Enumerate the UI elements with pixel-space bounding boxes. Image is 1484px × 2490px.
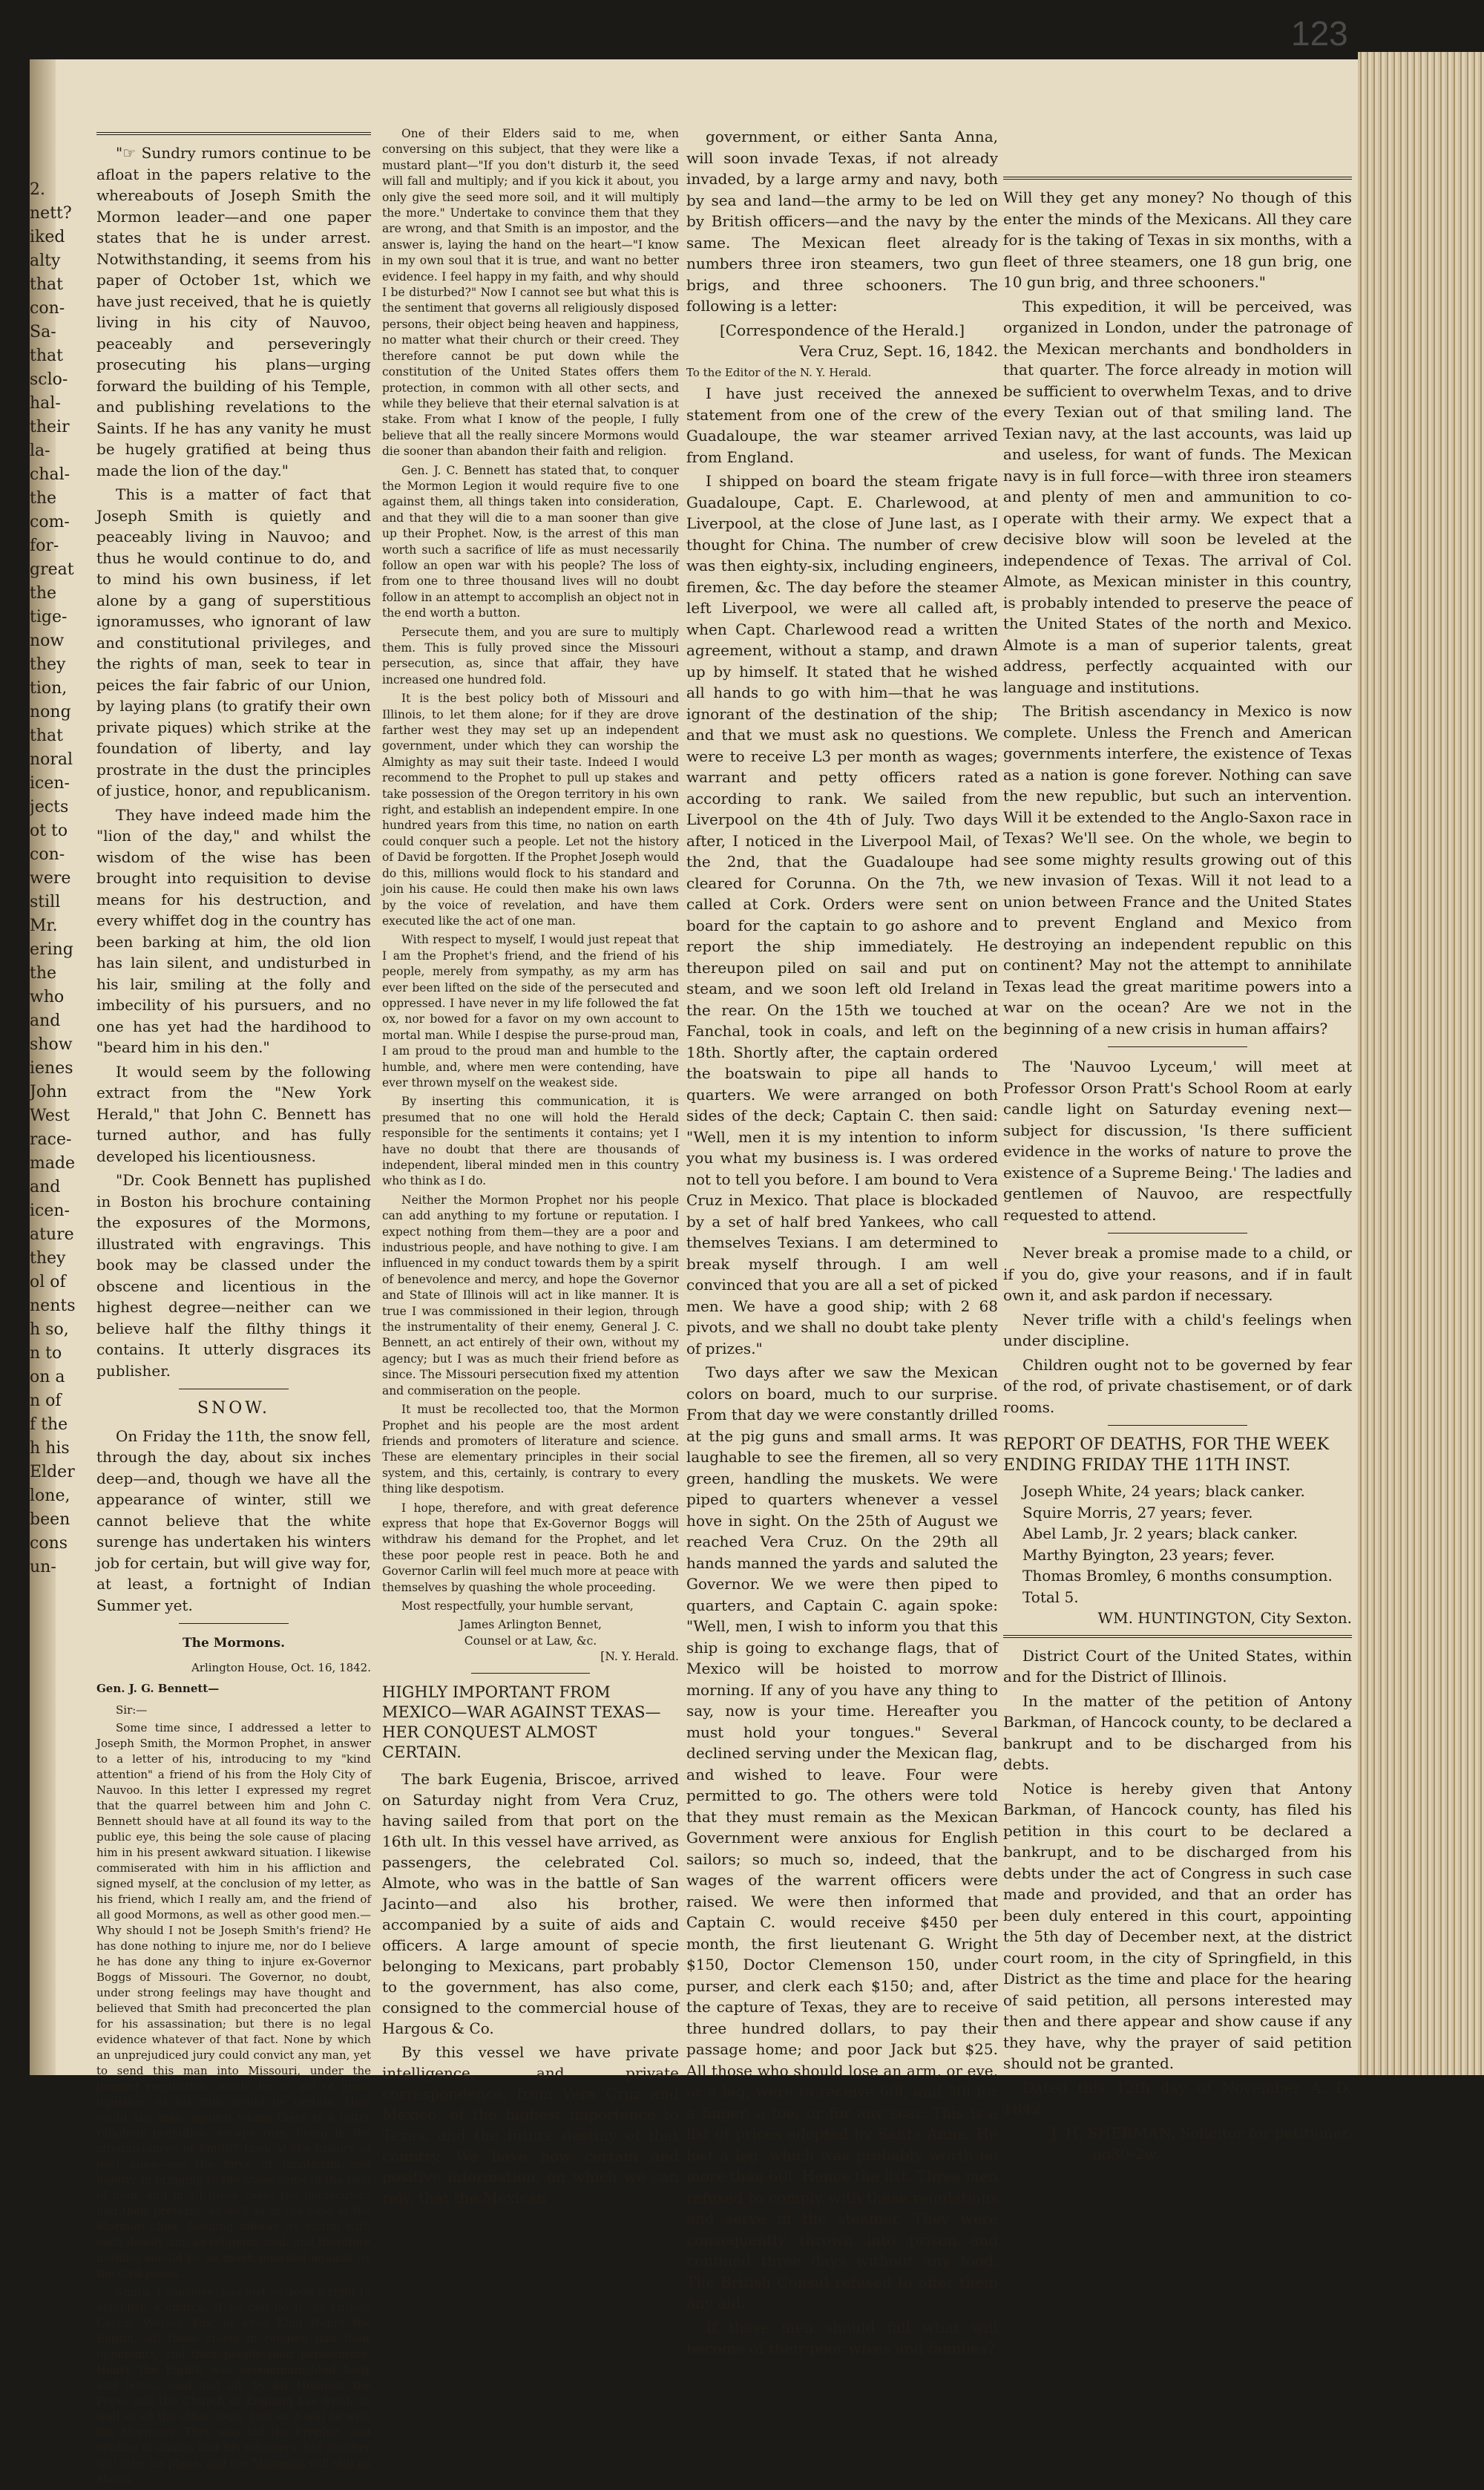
margin-fragment: Mr. xyxy=(30,917,58,935)
margin-fragment: ering xyxy=(30,940,73,959)
headline: HIGHLY IMPORTANT FROM MEXICO—WAR AGAINST TEXAS—HER CONQUEST ALMOST CERTAIN. xyxy=(382,1683,661,1761)
margin-fragment: tige- xyxy=(30,608,68,626)
column-rule xyxy=(1003,177,1352,180)
divider xyxy=(179,1623,289,1624)
paragraph: If these men should fall what will become of their poor wives and families? xyxy=(686,2318,998,2357)
margin-fragment: icen- xyxy=(30,1202,70,1220)
paragraph: Never trifle with a child's feelings when under discipline. xyxy=(1003,1310,1352,1349)
margin-fragment: that xyxy=(30,727,63,745)
margin-fragment: the xyxy=(30,489,57,508)
margin-fragment: show xyxy=(30,1035,73,1054)
column-1 xyxy=(96,126,371,2490)
page-stack-edge xyxy=(1358,52,1484,2075)
paragraph: government, or either Santa Anna, will soon invade Texas, if not already invaded, by a large army and navy, both by sea and land—the army to be led on by British officers—and the navy by the same. The Mexican fleet already numbers three iron steamers, two gun brigs, and three schooners. The following is a letter: xyxy=(686,128,998,315)
margin-fragment: they xyxy=(30,655,66,674)
paragraph: This expedition, it will be perceived, was organized in London, under the patronage of the Mexican merchants and bondholders in that quarter. The force already in motion will be sufficient to overwhelm Texas, and to drive every Texian out of that smiling land. The Texian navy, at the last accounts, was laid up and useless, for want of funds. The Mexican navy is in full force—with three iron steamers and plenty of men and ammunition to co-operate with their army. We expect that a decisive blow will soon be leveled at the independence of Texas. The arrival of Col. Almote, as Mexican minister in this country, is probably intended to preserve the peace of the United States of the north and Mexico. Almote is a man of superior talents, great address, perfectly acquainted with our language and institutions. xyxy=(1003,297,1352,696)
margin-fragment: and xyxy=(30,1012,61,1030)
paragraph: Will they get any money? No though of this enter the minds of the Mexicans. All they care for is the taking of Texas in six months, with a fleet of three steamers, one 18 gun brig, one 10 gun brig, and three schooners." xyxy=(1003,189,1352,291)
margin-fragment: for- xyxy=(30,537,59,555)
paragraph: Notice is hereby given that Antony Barkman, of Hancock county, has filed his petition in this court to be declared a bankrupt, and to be discharged from his debts under the act of Congress in such case made and provided, and that an order has been duly entered in this court, appointing the 5th day of December next, at the district court room, in the city of Springfield, in this District as the time and place for the hearing of said petition, all persons interested may then and there appear and show cause if any they have, why the prayer of said petition should not be granted. xyxy=(1003,1779,1352,2072)
paragraph: Some time since, I addressed a letter to Joseph Smith, the Mormon Prophet, in answer to a letter of his, introducing to my "kind attention" a friend of his from the Holy City of Nauvoo. In this letter I expressed my regret that the quarrel between him and John C. Bennett should have at all found its way to the public eye, this being the sole cause of placing him in his present awkward situation. I likewise commiserated with him in his affliction and signed myself, at the conclusion of my letter, as his friend, which I really am, and the friend of all good Mormons, as well as other good men.—Why should I not be Joseph Smith's friend? He has done nothing to injure me, nor do I believe he has done any thing to injure ex-Governor Boggs of Missouri. The Governor, no doubt, under strong feelings may have thought and believed that Smith had preconcerted the plan for his assassination; but there is no legal evidence whatever of that fact. None by which an unprejudiced jury could convict any man, yet to send this man into Missouri, under the present requisition, would be an act of great injustice, as his ruin would be certain. How could any man, against whom there is a bitter religious prejudice, escape ruin, being in the circumstances of Smith? Look at the history of past ages—see the force of fanaticism and bigotry in bringing to the stake some of the best of men; and in all these cases the persecutors had their pretexts, as well as in the case of the Mormon chief. Nothing follows its victim with such deadly aim as religious zeal, and therefore nothing should be so much guarded against by the civil power. xyxy=(96,1721,371,2280)
deaths-total: Total 5. xyxy=(1022,1588,1079,1606)
paragraph: It is the best policy both of Missouri and Illinois, to let them alone; for if they are drove farther west they may set up an independent government, under which they can worship the Almighty as may suit their taste. Indeed I would recommend to the Prophet to pull up stakes and take possession of the Oregon territory in his own right, and establish an independent empire. In one hundred years from this time, no nation on earth could conquer such a people. Let not the history of David be forgotten. If the Prophet Joseph would do this, millions would flock to his standard and join his cause. He could then make his own laws by the voice of revelation, and have them executed like the act of one man. xyxy=(382,692,679,928)
signature: James Arlington Bennet, xyxy=(459,1618,602,1632)
margin-fragment: that xyxy=(30,275,63,294)
margin-fragment: John xyxy=(30,1083,68,1101)
margin-fragment: 2. xyxy=(30,180,45,199)
margin-fragment: great xyxy=(30,560,74,579)
paragraph: On Friday the 11th, the snow fell, through the day, about six inches deep—and, though we have all the appearance of winter, still we cannot believe that the white surenge has undertaken his winters job for certain, but will give way for, at least, a fortnight of Indian Summer yet. xyxy=(96,1426,371,1614)
margin-fragment: the xyxy=(30,964,57,983)
divider xyxy=(1108,1046,1247,1047)
margin-fragment: ienes xyxy=(30,1059,73,1078)
column-rule xyxy=(96,132,371,135)
margin-fragment: now xyxy=(30,632,65,650)
margin-fragment: la- xyxy=(30,442,50,460)
mormons-heading: The Mormons. xyxy=(182,1636,286,1651)
margin-fragment: chal- xyxy=(30,465,70,484)
margin-fragment: that xyxy=(30,347,63,365)
margin-fragment: con- xyxy=(30,299,65,318)
paragraph: One of their Elders said to me, when conversing on this subject, that they were like a mustard plant—"If you don't disturb it, the seed will fall and multiply; and if you kick it about, you only give the seed more soil, and it will multiply the more." Undertake to convince them that they are wrong, and that Smith is an impostor, and the answer is, laying the hand on the heart—"I know in my own soul that it is true, and want no better evidence. I feel happy in my faith, and why should I be disturbed?" Now I cannot see but what this is the sentiment that governs all religiously disposed persons, their object being heaven and happiness, no matter what their church or their creed. They therefore cannot be put down while the constitution of the United States offers them protection, in common with all other sects, and while they believe that their eternal salvation is at stake. From what I know of the people, I fully believe that all the really sincere Mormons would die sooner than abandon their faith and religion. xyxy=(382,127,679,459)
margin-fragment: hal- xyxy=(30,394,61,413)
list-item: Squire Morris, 27 years; fever. xyxy=(1022,1503,1253,1521)
list-item: Abel Lamb, Jr. 2 years; black canker. xyxy=(1022,1524,1298,1542)
sexton-signature: WM. HUNTINGTON, City Sexton. xyxy=(1097,1609,1352,1627)
margin-fragment: ol of xyxy=(30,1273,66,1291)
column-4 xyxy=(1003,171,1352,2165)
margin-fragment: con- xyxy=(30,845,65,864)
margin-fragment: been xyxy=(30,1510,70,1529)
paragraph: "Dr. Cook Bennett has puplished in Boston his brochure containing the exposures of the Mormons, illustrated with engravings. This book may be classed under the obscene and licentious in the highest degree—neither can we believe half the filthy things it contains. It utterly disgraces its publisher. xyxy=(96,1171,371,1380)
margin-fragment: were xyxy=(30,869,71,888)
margin-fragment: tion, xyxy=(30,679,68,698)
margin-fragment: their xyxy=(30,418,70,436)
newspaper-page xyxy=(30,59,1358,2486)
margin-fragment: nents xyxy=(30,1297,76,1315)
page-number: 123 xyxy=(1291,14,1348,53)
column-3 xyxy=(686,126,998,2362)
margin-fragment: n of xyxy=(30,1392,62,1410)
column-2 xyxy=(382,126,679,2211)
margin-fragment: lone, xyxy=(30,1487,70,1505)
margin-fragment: nong xyxy=(30,703,71,721)
paragraph: By this vessel we have private intelligence, and private correspondence, from Vera Cruz and Mexico, of the highest importance to Texas, and the future destiny of that country. We have now certain and positive information, on which we can rely, that the Mexican xyxy=(382,2042,679,2206)
paragraph: With respect to myself, I would just repeat that I am the Prophet's friend, and the friend of his people, merely from sympathy, as my arm has ever been lifted on the side of the persecuted and oppressed. I have never in my life followed the fat ox, nor bowed for a favor on my own account to mortal man. While I despise the purse-proud man, I am proud to the proud man and humble to the humble, and, where men were contending, have ever thrown myself on the weakest side. xyxy=(382,933,679,1090)
paragraph: Persecute them, and you are sure to multiply them. This is fully proved since the Missouri persecution, as, since that affair, they have increased one hundred fold. xyxy=(382,625,679,687)
paragraph: The bark Eugenia, Briscoe, arrived on Saturday night from Vera Cruz, having sailed from that port on the 16th ult. In this vessel have arrived, as passengers, the celebrated Col. Almote, who was in the battle of San Jacinto—and also his brother, accompanied by a suite of aids and officers. A large amount of specie belonging to Mexicans, part probably to the government, has also come, consigned to the commercial house of Hargous & Co. xyxy=(382,1769,679,2037)
margin-fragment: the xyxy=(30,584,57,603)
margin-fragment: race- xyxy=(30,1130,72,1149)
paragraph: I have just received the annexed statement from one of the crew of the Guadaloupe, the war steamer arrived from England. xyxy=(686,384,998,466)
deaths-list xyxy=(1003,1481,1352,1608)
addressee: To the Editor of the N. Y. Herald. xyxy=(686,365,872,379)
margin-fragment: made xyxy=(30,1154,76,1173)
margin-fragment: f the xyxy=(30,1415,68,1434)
salutation-sir: Sir:— xyxy=(116,1703,148,1717)
notice-code: no30-2w. xyxy=(1092,2145,1160,2163)
snow-heading: SNOW. xyxy=(197,1399,271,1418)
margin-fragment: iked xyxy=(30,228,65,246)
margin-fragment: West xyxy=(30,1107,70,1125)
source-credit: [N. Y. Herald. xyxy=(600,1650,679,1664)
margin-fragment: icen- xyxy=(30,774,70,793)
deaths-report-heading: REPORT OF DEATHS, FOR THE WEEK ENDING FRIDAY THE 11TH INST. xyxy=(1003,1435,1330,1475)
paragraph: I shipped on board the steam frigate Guadaloupe, Capt. E. Charlewood, at Liverpool, at the close of June last, as I thought for China. The number of crew was then eighty-six, including engineers, firemen, &c. The day before the steamer left Liverpool, we were all called aft, when Capt. Charlewood read a written agreement, without a stamp, and drawn up by himself. It stated that he wished all hands to go with him—that he was ignorant of the destination of the ship; and that we must ask no questions. We were to receive L3 per month as wages; warrant and petty officers rated according to rank. We sailed from Liverpool on the 4th of July. Two days after, I noticed in the Liverpool Mail, of the 2nd, that the Guadaloupe had cleared for Corunna. On the 7th, we called at Cork. Orders were sent on board for the captain to go ashore and report the ship immediately. He thereupon piled on sail and put on steam, and we soon left old Ireland in the rear. On the 15th we touched at Fanchal, took in coals, and left on the 18th. Shortly after, the captain ordered the boatswain to pipe all hands to quarters. We were arranged on both sides of the deck; Captain C. then said: "Well, men it is my intention to inform you what my business is. I was ordered not to tell you before. I am bound to Vera Cruz in Mexico. That place is blockaded by a set of half bred Yankees, who call themselves Texians. I am determined to break myself through. I am well convinced that you are all a set of picked men. We have a good ship; with 2 68 pivots, and we shall no doubt take plenty of prizes." xyxy=(686,472,998,1357)
margin-fragment: noral xyxy=(30,750,73,769)
signature-title: Counsel or at Law, &c. xyxy=(464,1634,597,1648)
margin-fragment: alty xyxy=(30,252,61,270)
paragraph: Smith, I conceive, has just as good a right to establish a church, if he can do it, as Luther, Calvin, Wesley, Fox, or even King Henry the Eighth. All these chiefs in religion had their opponents, and their people their persecutors. Henry the Eighth was excommunicated body and bones, soul and all, by his Holiness the Pope; still the Church of England has lived, as well as all the other sects. Just so it will be with the Mormons. They may kill the Prophet, and confine in chains half his followers, but another will take his place, and the Mormons will still go ahead. xyxy=(96,2285,371,2486)
paragraph: Never break a promise made to a child, or if you do, give your reasons, and if in fault own it, and ask pardon if necessary. xyxy=(1003,1244,1352,1304)
paragraph: The 'Nauvoo Lyceum,' will meet at Professor Orson Pratt's School Room at early candle light on Saturday evening next—subject for discussion, 'Is there sufficient evidence in the works of nature to prove the existence of a Supreme Being.' The ladies and gentlemen of Nauvoo, are respectfully requested to attend. xyxy=(1003,1058,1352,1224)
paragraph: Dated this 12th day of November A. D. 1842. xyxy=(1003,2078,1352,2117)
paragraph: Neither the Mormon Prophet nor his people can add anything to my fortune or reputation. I expect nothing from them—they are a poor and industrious people, and have nothing to give. I am influenced in my conduct towards them by a spirit of benevolence and mercy, and hope the Governor and State of Illinois will act in like manner. It is true I was commissioned in their legion, through the instrumentality of their enemy, General J. C. Bennett, an act entirely of their own, without my agency; but I was as much their friend before as since. The Missouri persecution fixed my attention and commiseration on the people. xyxy=(382,1193,679,1398)
margin-fragment: and xyxy=(30,1178,61,1196)
paragraph: "☞ Sundry rumors continue to be afloat in the papers relative to the whereabouts of Joseph Smith the Mormon leader—and one paper states that he is under arrest. Notwithstanding, it seems from his paper of October 1st, which we have just received, that he is quietly living in his city of Nauvoo, peaceably and perseveringly prosecuting his plans—urging forward the building of his Temple, and publishing revelations to the Saints. If he has any vanity he must be hugely gratified at being thus made the lion of the day." xyxy=(96,144,371,479)
paragraph: I hope, therefore, and with great deference express that hope that Ex-Governor Boggs will withdraw his demand for the Prophet, and let these poor people rest in peace. Both he and Governor Carlin will feel much more at peace with themselves by quashing the whole proceeding. xyxy=(382,1501,679,1594)
margin-fragment: h his xyxy=(30,1439,70,1458)
paragraph: This is a matter of fact that Joseph Smith is quietly and peaceably living in Nauvoo; and thus he would continue to do, and to mind his own business, if let alone by a gang of superstitious ignoramusses, who ignorant of law and constitutional privileges, and the rights of man, seek to tear in peices the fair fabric of our Union, by laying plans (to gratify their own private piques) which strike at the foundation of liberty, and lay prostrate in the dust the principles of justice, honor, and republicanism. xyxy=(96,485,371,799)
correspondence-label: [Correspondence of the Herald.] xyxy=(719,321,965,339)
list-item: Thomas Bromley, 6 months consumption. xyxy=(1022,1567,1333,1585)
margin-fragment: Sa- xyxy=(30,323,56,341)
solicitor-signature: J. H. SHERMAN, Solicitor for petitioner. xyxy=(1051,2123,1352,2142)
column-rule xyxy=(1003,1635,1352,1638)
paragraph: In the matter of the petition of Antony Barkman, of Hancock county, to be declared a bankrupt and to be discharged from his debts. xyxy=(1003,1691,1352,1773)
margin-fragment: cons xyxy=(30,1534,68,1553)
divider xyxy=(471,1673,590,1674)
list-item: Joseph White, 24 years; black canker. xyxy=(1022,1482,1305,1500)
margin-fragment: still xyxy=(30,893,61,911)
paragraph: Two days after we saw the Mexican colors on board, much to our surprise. From that day we were constantly drilled at the pig guns and small arms. It was laughable to see the firemen, all so very green, handling the muskets. We were piped to quarters whenever a vessel hove in sight. On the 25th of August we reached Vera Cruz. On the 29th all hands manned the yards and saluted the Governor. We we were then piped to quarters, and Captain C. again spoke: "Well, men, I wish to inform you that this ship is going to exchange flags, that of Mexico will be hoisted to morrow morning. If any of you have any thing to say, now is your time. Hereafter you must hold your tongues." Several declined serving under the Mexican flag, and wished to leave. Four were permitted to go. The others were told that they must remain as the Mexican Government were anxious for English sailors; so much so, indeed, that the wages of the warrent officers were raised. We were then informed that Captain C. would receive $450 per month, the first lieutenant G. Wright $150, Doctor Clemenson 150, under purser, and clerk each $150; and, after the capture of Texas, they are to receive three hundred dollars, to pay their passage home; and poor Jack but $25. All those who should lose an arm, or eye, or a leg, were to receive 60l, and 30l for a finger, a toe, or for any scar. This is a list of prices adopted by Santa Anna. He lost a leg, which was probably worth no more than 60l. Hence the list. Three men refused to comply with these regulations and serve in the steamer. They were consequently thrown into prison and confined three days without any food. The British Consul refused to offer them any aid. xyxy=(686,1363,998,2312)
margin-fragment: nett? xyxy=(30,204,72,223)
margin-fragment: un- xyxy=(30,1558,56,1576)
margin-fragment: jects xyxy=(30,798,69,816)
closing: Most respectfully, your humble servant, xyxy=(401,1599,634,1613)
paragraph: They have indeed made him the "lion of the day," and whilst the wisdom of the wise has been brought into requisition to devise means for his destruction, and every whiffet dog in the country has been barking at him, the old lion has lain silent, and undisturbed in his lair, smiling at the folly and imbecility of his pursuers, and no one has yet had the hardihood to "beard him in his den." xyxy=(96,805,371,1056)
margin-fragment: Elder xyxy=(30,1463,75,1481)
paragraph: Children ought not to be governed by fear of the rod, of private chastisement, or of dark rooms. xyxy=(1003,1355,1352,1416)
margin-fragment: h so, xyxy=(30,1320,69,1339)
paragraph: Gen. J. C. Bennett has stated that, to conquer the Mormon Legion it would require five to one against them, all things taken into consideration, and that they will die to a man sooner than give up their Prophet. Now, is the arrest of this man worth such a sacrifice of life as must necessarily follow an open war with his people? The loss of from one to three thousand lives will no doubt follow in an attempt to accomplish an object not in the end worth a button. xyxy=(382,463,679,620)
margin-fragment: sclo- xyxy=(30,370,68,389)
list-item: Marthy Byington, 23 years; fever. xyxy=(1022,1545,1275,1564)
margin-fragment: on a xyxy=(30,1368,65,1386)
margin-fragment: ot to xyxy=(30,822,68,840)
paragraph: It would seem by the following extract from the "New York Herald," that John C. Bennett has turned author, and has fully developed his licentiousness. xyxy=(96,1062,371,1165)
margin-fragment: com- xyxy=(30,513,70,531)
salutation: Gen. J. G. Bennett— xyxy=(96,1682,220,1695)
paragraph: The British ascendancy in Mexico is now complete. Unless the French and American governments interfere, the existence of Texas as a nation is gone forever. Nothing can save the new republic, but such an intervention. Will it be extended to the Anglo-Saxon race in Texas? We'll see. On the whole, we begin to see some mighty results growing out of this new invasion of Texas. Will it not lead to a union between France and the United States to prevent England and Mexico from destroying an independent republic on this continent? May not the attempt to annihilate Texas lead the great maritime powers into a war on the ocean? Are we not in the beginning of a new crisis in human affairs? xyxy=(1003,702,1352,1038)
court-heading: District Court of the United States, within and for the District of Illinois. xyxy=(1003,1646,1352,1685)
left-margin-fragments xyxy=(30,178,74,1579)
dateline: Vera Cruz, Sept. 16, 1842. xyxy=(799,342,998,360)
paragraph: It must be recollected too, that the Mormon Prophet and his people are the most ardent friends and promoters of literature and science. These are elementary principles in their social system, and this, certainly, is contrary to every thing like despotism. xyxy=(382,1403,679,1496)
margin-fragment: ature xyxy=(30,1225,74,1244)
margin-fragment: they xyxy=(30,1249,66,1268)
paragraph: By inserting this communication, it is presumed that no one will hold the Herald responsible for the sentiments it contains; yet I have no doubt that there are thousands of independent, liberal minded men in this country who think as I do. xyxy=(382,1095,679,1188)
margin-fragment: n to xyxy=(30,1344,62,1363)
divider xyxy=(1108,1425,1247,1426)
dateline: Arlington House, Oct. 16, 1842. xyxy=(191,1660,371,1674)
margin-fragment: who xyxy=(30,988,65,1006)
